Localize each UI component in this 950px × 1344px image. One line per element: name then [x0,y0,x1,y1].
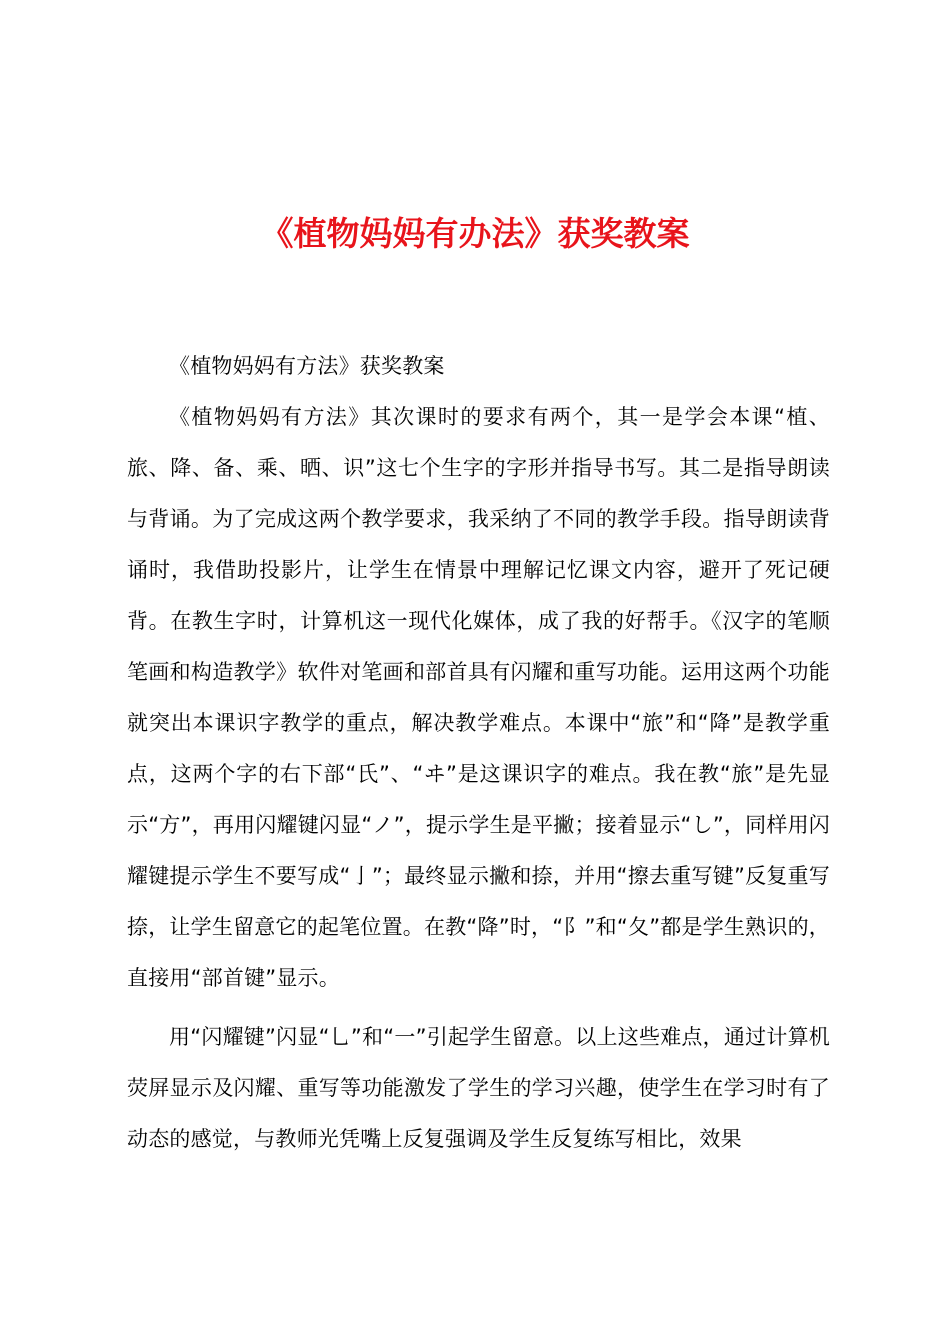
body-subtitle: 《植物妈妈有方法》获奖教案 [169,354,445,378]
body-paragraph-1: 《植物妈妈有方法》其次课时的要求有两个，其一是学会本课“植、旅、降、备、乘、晒、识”这七个生字的字形并指导书写。其二是指导朗读与背诵。为了完成这两个教学要求，我采纳了不同的教学手段。指导朗读背诵时，我借助投影片，让学生在情景中理解记忆课文内容，避开了死记硬背。在教生字时，计算机这一现代化媒体，成了我的好帮手。《汉字的笔顺笔画和构造教学》软件对笔画和部首具有闪耀和重写功能。运用这两个功能就突出本课识字教学的重点，解决教学难点。本课中“旅”和“降”是教学重点，这两个字的右下部“氏”、“ヰ”是这课识字的难点。我在教“旅”是先显示“方”，再用闪耀键闪显“ノ”，提示学生是平撇；接着显示“し”，同样用闪耀键提示学生不要写成“亅”；最终显示撇和捺，并用“擦去重写键”反复重写捺，让学生留意它的起笔位置。在教“降”时，“阝”和“夂”都是学生熟识的，直接用“部首键”显示。 [127,405,830,990]
document-body [127,341,830,1165]
body-paragraph-2: 用“闪耀键”闪显“乚”和“一”引起学生留意。以上这些难点，通过计算机荧屏显示及闪耀、重写等功能激发了学生的学习兴趣，使学生在学习时有了动态的感觉，与教师光凭嘴上反复强调及学生反复练写相比，效果 [127,1025,830,1151]
document-title: 《植物妈妈有办法》获奖教案 [260,214,690,253]
